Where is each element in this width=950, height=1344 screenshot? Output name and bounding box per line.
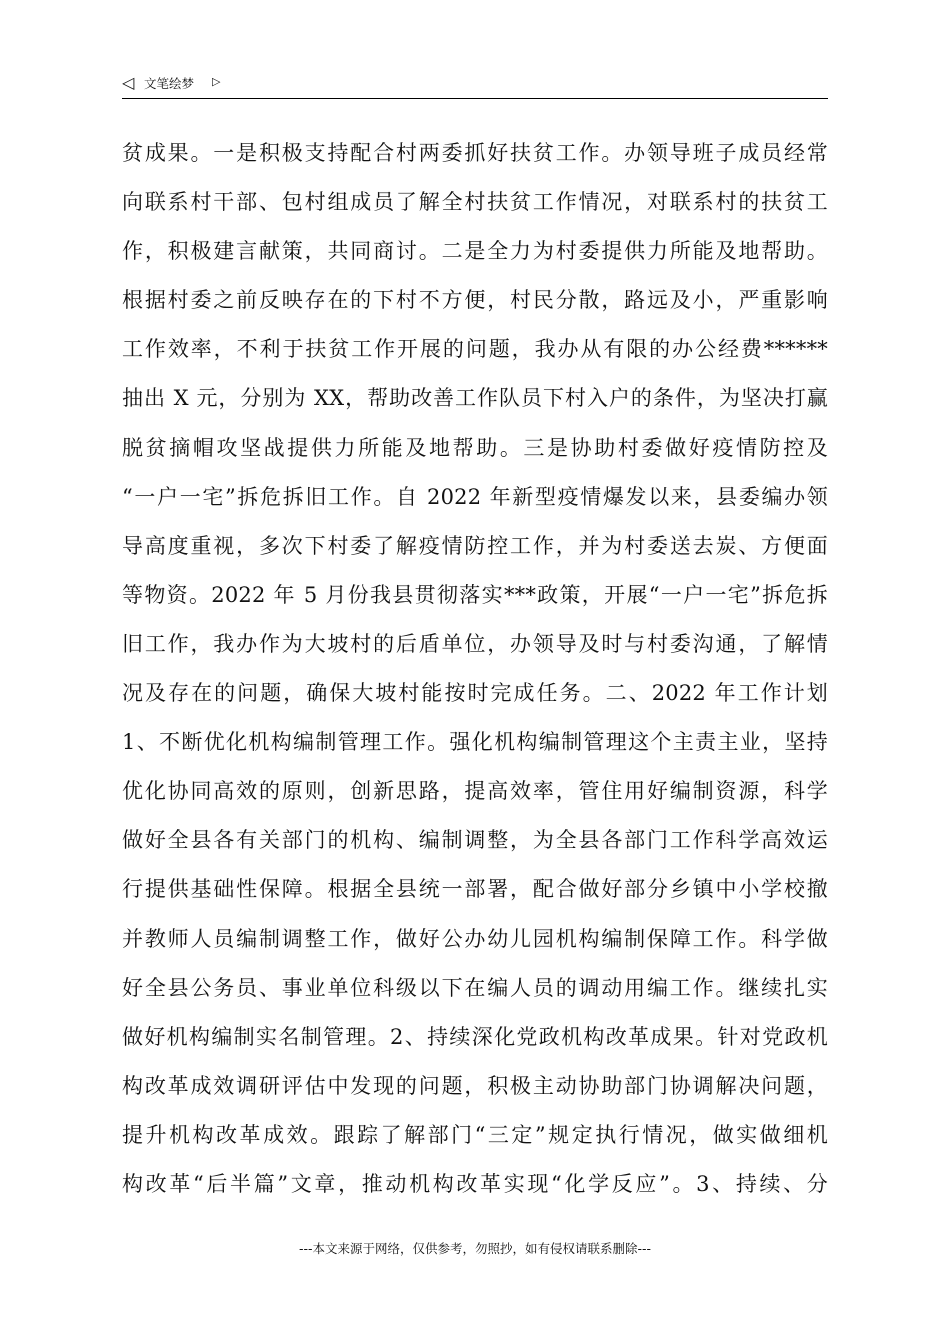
text-line: 构改革“后半篇”文章，推动机构改革实现“化学反应”。3、持续、分 — [122, 1171, 828, 1196]
text-line: 抽出 X 元，分别为 XX，帮助改善工作队员下村入户的条件，为坚决打赢 — [122, 386, 828, 411]
text-line: 工作效率，不利于扶贫工作开展的问题，我办从有限的办公经费****** — [122, 337, 828, 362]
text-line: 贫成果。一是积极支持配合村两委抓好扶贫工作。办领导班子成员经常 — [122, 141, 828, 165]
text-line: 做好全县各有关部门的机构、编制调整，为全县各部门工作科学高效运 — [122, 828, 828, 853]
text-line: 向联系村干部、包村组成员了解全村扶贫工作情况，对联系村的扶贫工 — [122, 190, 828, 215]
text-line: 作，积极建言献策，共同商讨。二是全力为村委提供力所能及地帮助。 — [122, 239, 828, 264]
body-text — [122, 133, 828, 1213]
text-line: “一户一宅”拆危拆旧工作。自 2022 年新型疫情爆发以来，县委编办领 — [122, 484, 828, 509]
footer-disclaimer: ---本文来源于网络，仅供参考，勿照抄，如有侵权请联系删除--- — [298, 1241, 652, 1256]
text-line: 旧工作，我办作为大坡村的后盾单位，办领导及时与村委沟通，了解情 — [122, 631, 828, 656]
header-title: 文笔绘梦 — [144, 76, 195, 91]
page-header — [122, 72, 828, 99]
right-triangle-icon: ▷ — [212, 75, 221, 88]
text-line: 并教师人员编制调整工作，做好公办幼儿园机构编制保障工作。科学做 — [122, 926, 828, 951]
text-line: 况及存在的问题，确保大坡村能按时完成任务。二、2022 年工作计划 — [122, 681, 828, 706]
text-line: 根据村委之前反映存在的下村不方便，村民分散，路远及小，严重影响 — [122, 288, 828, 313]
text-line: 行提供基础性保障。根据全县统一部署，配合做好部分乡镇中小学校撤 — [122, 877, 828, 902]
text-line: 提升机构改革成效。跟踪了解部门“三定”规定执行情况，做实做细机 — [122, 1122, 828, 1147]
text-line: 构改革成效调研评估中发现的问题，积极主动协助部门协调解决问题， — [122, 1073, 828, 1098]
text-line: 导高度重视，多次下村委了解疫情防控工作，并为村委送去炭、方便面 — [122, 533, 828, 558]
text-line: 等物资。2022 年 5 月份我县贯彻落实***政策，开展“一户一宅”拆危拆 — [122, 582, 828, 607]
left-triangle-icon: ◁ — [122, 73, 135, 92]
text-line: 1、不断优化机构编制管理工作。强化机构编制管理这个主责主业，坚持 — [122, 730, 828, 755]
text-line: 好全县公务员、事业单位科级以下在编人员的调动用编工作。继续扎实 — [122, 975, 828, 1000]
text-line: 脱贫摘帽攻坚战提供力所能及地帮助。三是协助村委做好疫情防控及 — [122, 435, 828, 460]
text-line: 做好机构编制实名制管理。2、持续深化党政机构改革成果。针对党政机 — [122, 1024, 828, 1049]
text-line: 优化协同高效的原则，创新思路，提高效率，管住用好编制资源，科学 — [122, 779, 828, 804]
